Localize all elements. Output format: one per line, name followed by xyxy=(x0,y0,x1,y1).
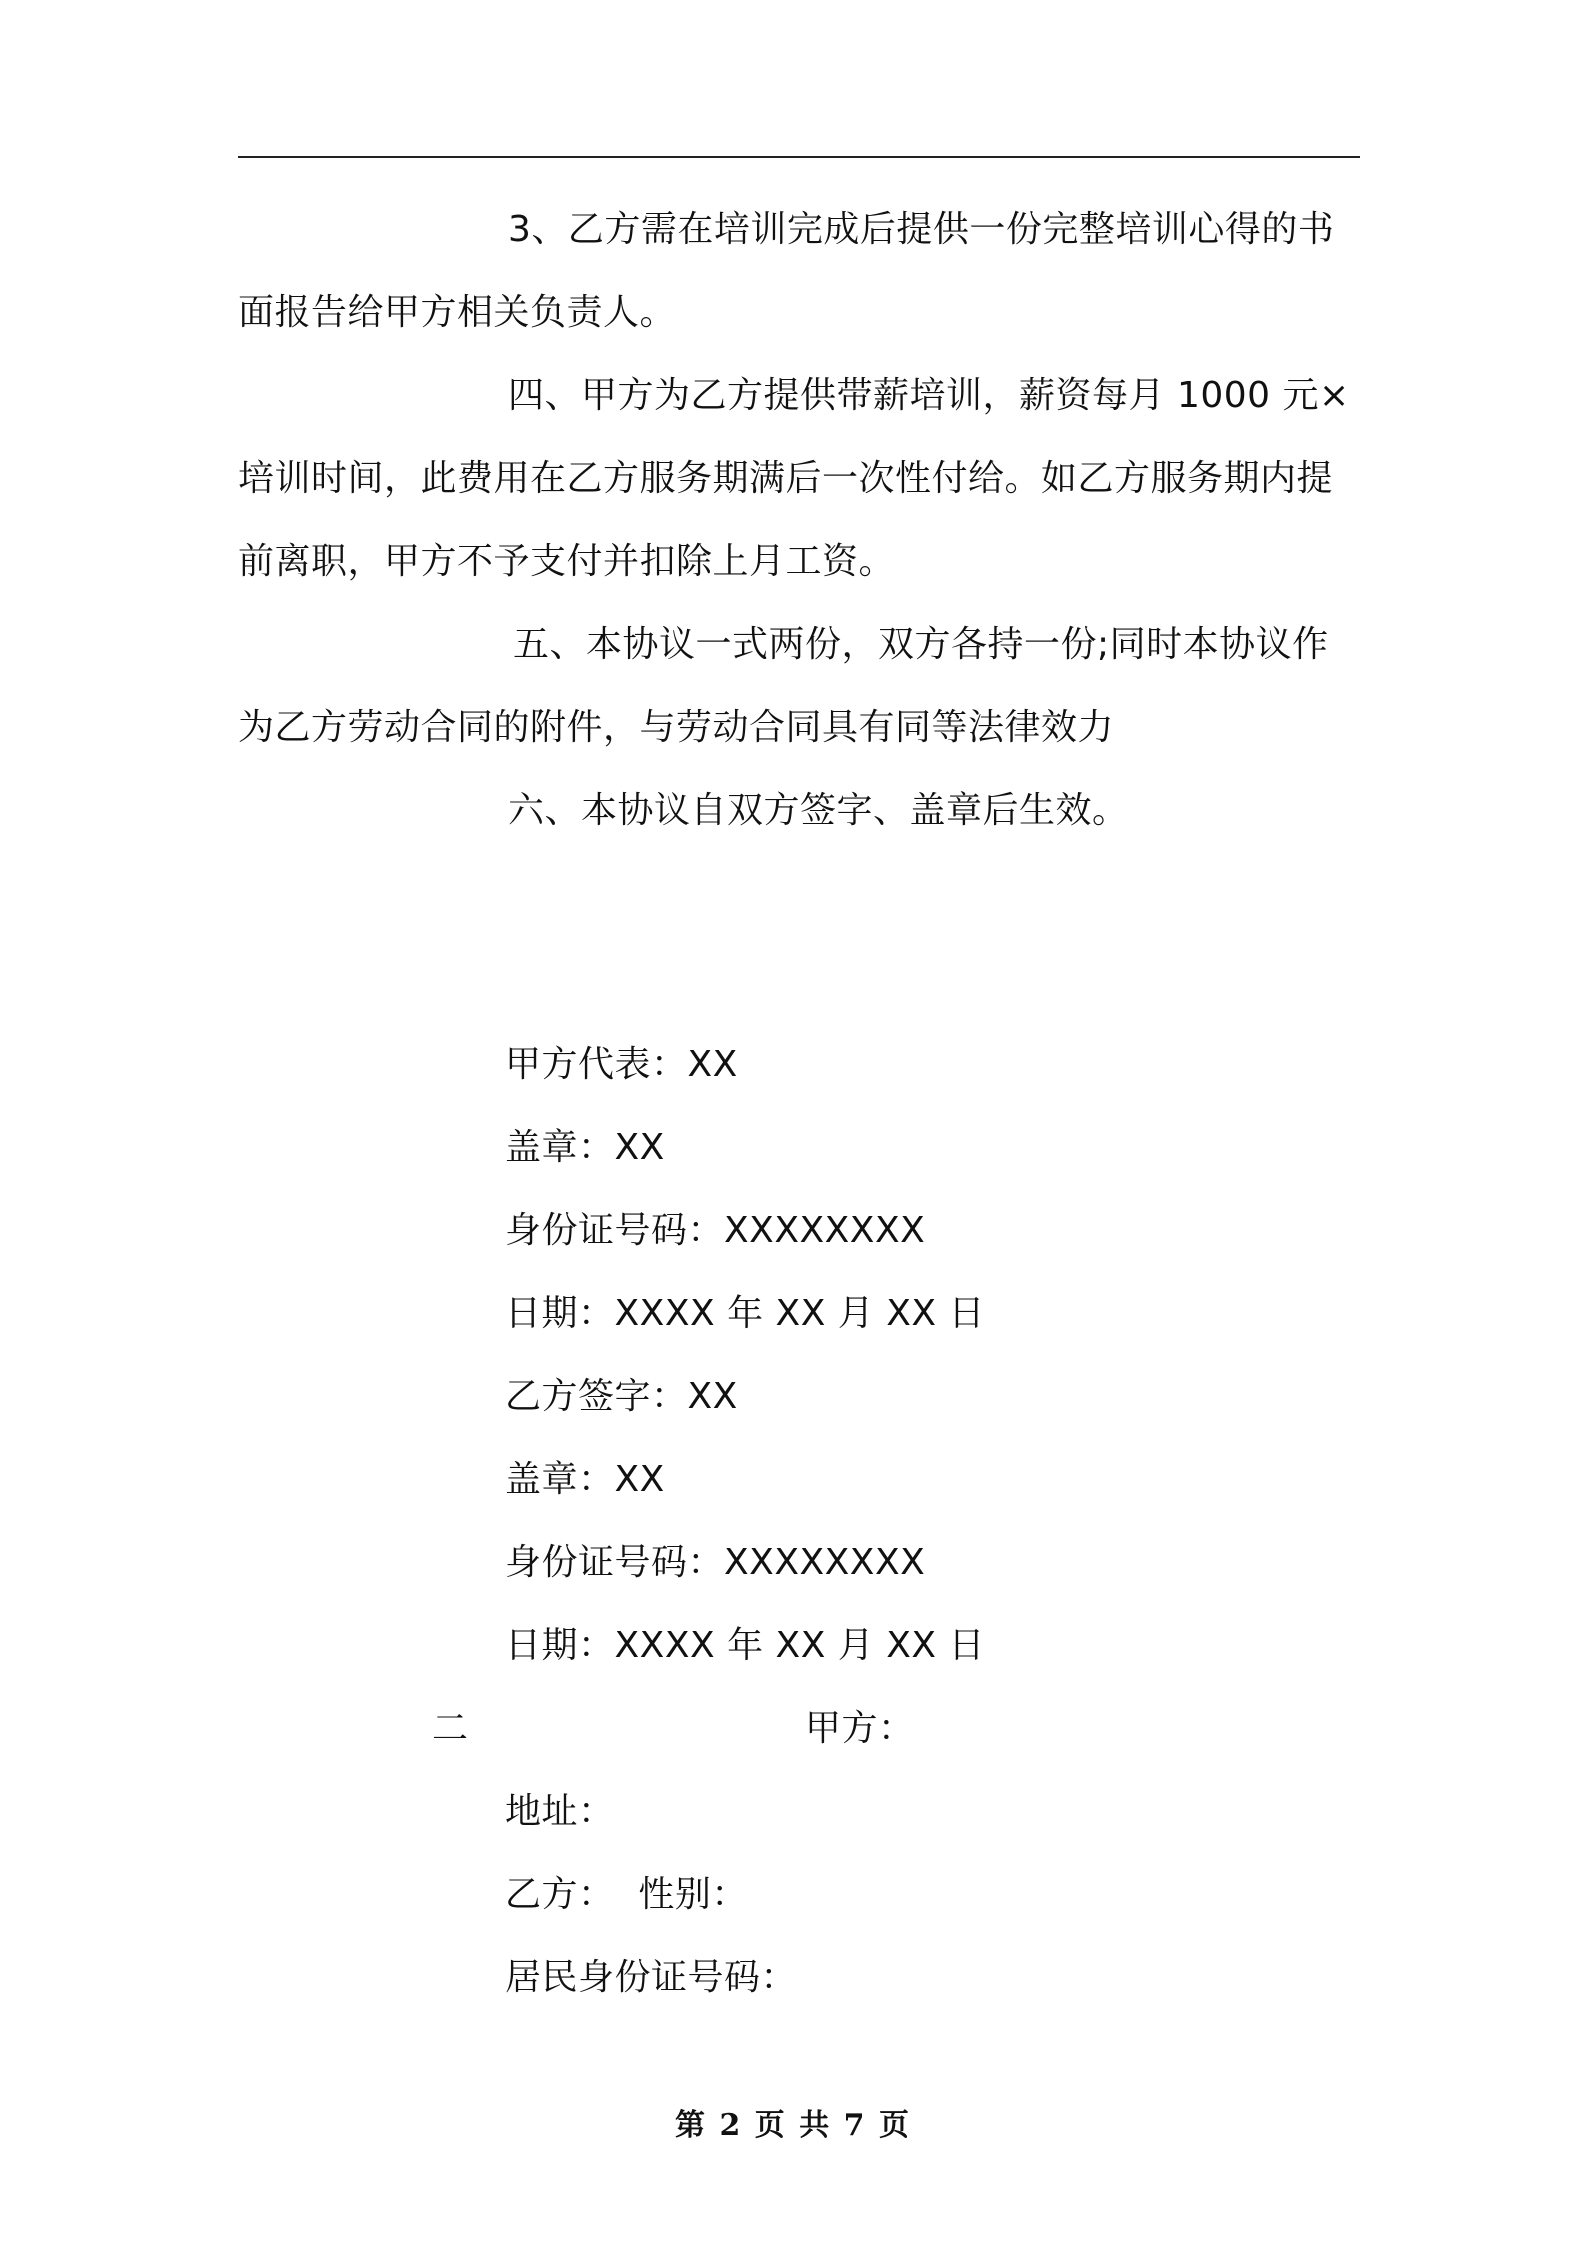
party-b-seal: 盖章：XX xyxy=(505,1459,665,1500)
party-b-date: 日期：XXXX 年 XX 月 XX 日 xyxy=(505,1625,986,1666)
party-a-id-number: 身份证号码：XXXXXXXX xyxy=(505,1210,926,1251)
clause-4-line-3: 前离职，甲方不予支付并扣除上月工资。 xyxy=(238,541,896,582)
clause-5-line-1: 五、本协议一式两份，双方各持一份;同时本协议作 xyxy=(513,624,1329,665)
header-rule xyxy=(238,156,1360,158)
section-two-address-label: 地址： xyxy=(505,1791,615,1832)
section-two-party-b-gender-label: 乙方： 性别： xyxy=(505,1874,748,1915)
section-two-party-a-label: 甲方： xyxy=(805,1708,915,1749)
party-a-seal: 盖章：XX xyxy=(505,1127,665,1168)
clause-5-line-2: 为乙方劳动合同的附件，与劳动合同具有同等法律效力 xyxy=(238,707,1115,748)
section-two-number: 二 xyxy=(432,1708,469,1749)
party-a-date: 日期：XXXX 年 XX 月 XX 日 xyxy=(505,1293,986,1334)
clause-4-line-2: 培训时间，此费用在乙方服务期满后一次性付给。如乙方服务期内提 xyxy=(238,458,1334,499)
clause-3-line-2: 面报告给甲方相关负责人。 xyxy=(238,292,677,333)
clause-6-line-1: 六、本协议自双方签字、盖章后生效。 xyxy=(508,790,1129,831)
section-two-id-number-label: 居民身份证号码： xyxy=(505,1957,798,1998)
party-a-representative: 甲方代表：XX xyxy=(505,1044,738,1085)
party-b-signature: 乙方签字：XX xyxy=(505,1376,738,1417)
party-b-id-number: 身份证号码：XXXXXXXX xyxy=(505,1542,926,1583)
page-footer: 第 2 页 共 7 页 xyxy=(675,2108,911,2143)
clause-4-line-1: 四、甲方为乙方提供带薪培训，薪资每月 1000 元× xyxy=(508,375,1350,416)
clause-3-line-1: 3、乙方需在培训完成后提供一份完整培训心得的书 xyxy=(508,209,1335,250)
